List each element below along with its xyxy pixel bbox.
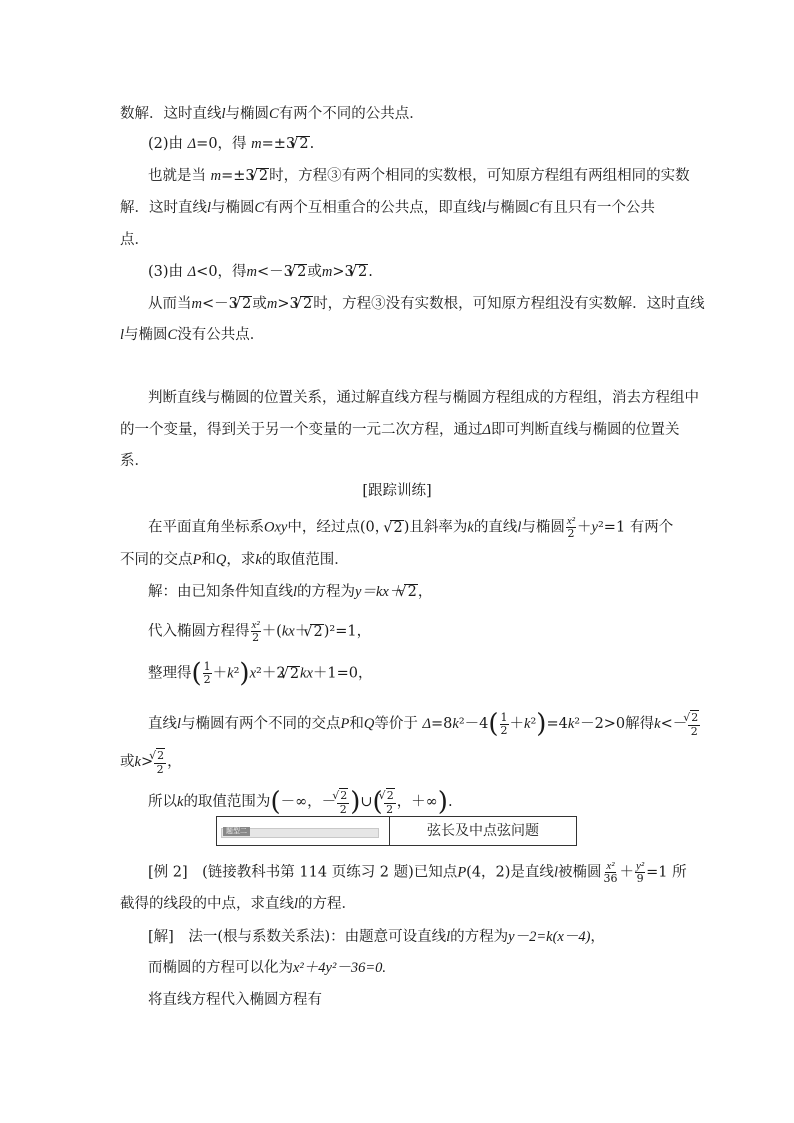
text: 中，经过点(0， [287,519,390,536]
var: P [340,716,350,732]
text: > [140,754,154,770]
var: l [481,200,486,216]
fraction [154,748,166,776]
var: m [251,136,262,152]
equation: x²＋4y²－36=0. [293,960,386,976]
numerator: x² [566,515,576,527]
denominator: 2 [690,725,698,738]
var: l [446,929,451,945]
text-line [120,894,356,914]
text: 和 [201,552,216,568]
text-line [148,958,386,978]
text: [解] 法一(根与系数关系法)：由题意可设直线 [148,929,447,945]
text: 与椭圆 [485,200,530,216]
text: 有且只有一个公共 [538,200,655,216]
text: 的取值范围． [261,552,349,568]
text: 时，方程③有两个相同的实数根，可知原方程组有两组相同的实数 [269,168,690,184]
left-paren: ( [372,787,383,817]
var: m [266,296,278,312]
var: l [207,200,212,216]
text: <0，得 [196,264,247,280]
text: )且斜率为 [403,519,468,536]
text: 的方程为 [450,929,509,945]
text: =4 [546,716,568,732]
text: 也就是当 [148,168,211,184]
text: 的一个变量，得到关于另一个变量的一元二次方程，通过 [120,422,483,438]
sqrt: √ 2 [390,520,403,535]
var: C [269,106,279,122]
var: k [524,716,531,732]
sqrt: √ 2 [156,748,165,763]
denominator: 9 [636,872,644,885]
text: . [309,136,315,152]
fraction [635,860,645,885]
text: =1 所 [646,864,687,881]
var: C [167,327,178,343]
text-line [148,927,605,947]
text: 或 [307,264,322,280]
var: k [227,665,234,682]
text: (4，2)是直线 [466,864,554,881]
right-paren: ) [239,658,250,689]
text: ＋ [577,519,592,536]
text: ， [590,929,605,945]
text: 有两个互相重合的公共点，即直线 [264,200,482,216]
text: 与椭圆有两个不同的交点 [181,716,341,732]
var: m [246,264,258,280]
sqrt: √ 2 [256,168,269,183]
text-line [148,582,432,602]
text: =0，得 [196,136,252,152]
text: 即可判断直线与椭圆的位置关 [491,422,680,438]
text-line [120,550,349,570]
text: 代入椭圆方程得 [148,623,250,640]
fraction [602,860,618,885]
text: 的取值范围为 [183,794,271,810]
denominator: 2 [339,803,347,816]
note-line: 判断直线与椭圆的位置关系，通过解直线方程与椭圆方程组成的方程组，消去方程组中 [148,390,699,406]
var: Δ [187,136,197,152]
text: ²=1 有两个 [597,519,674,536]
var: l [517,519,522,536]
banner-title: 弦长及中点弦问题 [427,823,539,839]
fraction [566,515,576,540]
numerator: x² [606,860,615,872]
text: ，求 [226,552,256,568]
text-line [148,658,373,689]
var: y [591,519,598,536]
left-paren: ( [488,709,499,739]
var: m [321,264,333,280]
text-line [148,710,701,738]
banner-tag [217,817,390,845]
text-line [120,198,655,218]
var: m [191,296,202,312]
var: C [529,200,539,216]
text: 有两个不同的公共点． [278,106,424,122]
text-line [148,619,371,644]
var: m [210,168,222,184]
sqrt: √ 2 [294,264,307,279]
denominator: 2 [567,527,575,540]
text: =±3 [221,168,255,184]
text: (3)由 [148,264,188,280]
equation: y－2=k(x－4) [508,929,591,945]
equation: y＝kx＋ [355,584,404,600]
text: 与椭圆 [124,327,168,343]
text: 解．这时直线 [120,200,207,216]
var: k [467,519,474,536]
text: ，＋∞ [396,794,438,810]
var: x [249,665,257,682]
text: ²－4 [458,716,489,732]
var: C [254,200,265,216]
banner-tag-label: 题型二 [223,827,250,836]
text: >3 [277,296,299,312]
text: 被椭圆 [557,864,602,881]
text: =8 [431,716,453,732]
text: 解：由已知条件知直线 [148,584,293,600]
sqrt: √ 2 [355,264,368,279]
text: 的方程． [298,896,357,912]
var: l [294,896,299,912]
text: <－3 [201,296,238,312]
denominator: 36 [603,872,618,885]
text: ＋ [212,665,228,682]
text: 的直线 [473,519,518,536]
right-paren: ) [437,787,448,817]
text: 的方程为 [297,584,356,600]
text: ＋ [509,716,525,732]
text-line [120,104,424,124]
text: ＋ [619,864,634,881]
text: <－ [660,716,688,732]
left-paren: ( [191,658,202,689]
sqrt: √ 2 [300,296,313,311]
sqrt: √ 2 [690,710,699,725]
note-line [120,420,680,440]
text-line: 点． [120,232,149,248]
sqrt: √ 2 [239,296,252,311]
text: >3 [332,264,354,280]
text: 在平面直角坐标系 [148,519,264,536]
right-paren: ) [536,709,547,739]
var: l [553,864,558,881]
var: P [192,552,202,568]
var: l [177,716,182,732]
text: 而椭圆的方程可以化为 [148,960,293,976]
text: ∪ [360,794,373,810]
var: l [221,106,226,122]
fraction [203,661,212,686]
var: k [255,552,262,568]
text: 与椭圆 [521,519,565,536]
numerator: 1 [500,710,508,724]
text: ²－2>0解得 [574,716,655,732]
fraction [500,712,509,737]
text: 或 [252,296,267,312]
text-line [148,262,373,282]
text-line [120,748,182,776]
var: Q [215,552,227,568]
var: Δ [187,264,197,280]
var: Δ [482,422,492,438]
text-line: 将直线方程代入椭圆方程有 [148,992,322,1008]
text: ² [233,665,240,682]
section-banner [216,816,577,846]
sqrt: √ 2 [310,624,323,639]
denominator: 2 [500,723,508,737]
text: 截得的线段的中点，求直线 [120,896,294,912]
var: Q [363,716,375,732]
text: 直线 [148,716,177,732]
text: ， [167,754,182,770]
text: ＋( [261,623,282,640]
denominator: 2 [386,803,394,816]
var: k [177,794,184,810]
sqrt: √ 2 [404,584,417,599]
text: ＋1=0， [312,665,373,682]
var: kx [300,665,313,682]
text: 等价于 [374,716,423,732]
text-line [148,788,453,816]
var: k [452,716,459,732]
text: 和 [349,716,364,732]
var: k [567,716,575,732]
text: 从而当 [148,296,192,312]
text: 不同的交点 [120,552,193,568]
text: 与椭圆 [211,200,255,216]
var: k [654,716,661,732]
var: Δ [422,716,431,732]
text: =±3 [261,136,296,152]
text: 没有公共点． [177,327,265,343]
var: P [457,864,467,881]
denominator: 2 [252,631,260,644]
denominator: 2 [156,763,164,776]
text: 与椭圆 [225,106,270,122]
text: 数解．这时直线 [120,106,222,122]
var: kx [281,623,295,640]
text: 时，方程③没有实数根，可知原方程组没有实数解．这时直线 [313,296,705,312]
numerator: 1 [203,660,211,673]
text-line [148,515,673,540]
var: l [293,584,298,600]
sqrt: √ 2 [386,788,395,803]
section-heading: [跟踪训练] [362,483,432,499]
text: 所以 [148,794,177,810]
text: <－3 [257,264,293,280]
text: －∞，－ [280,794,337,810]
numerator: y² [635,860,645,872]
sqrt: √ 2 [296,136,309,151]
text: . [447,794,453,810]
denominator: 2 [203,673,211,686]
left-paren: ( [270,787,281,817]
text: ² [530,716,537,732]
text: ， [417,584,433,600]
text: ＋ [294,623,310,640]
text-line [148,860,687,885]
text: 或 [120,754,135,770]
var: k [134,754,141,770]
text: (2)由 [148,136,188,152]
text-line [148,294,705,314]
var: l [120,327,125,343]
var: Oxy [264,519,288,536]
text: 整理得 [148,665,192,682]
text: [例 2] (链接教科书第 114 页练习 2 题)已知点 [148,864,458,881]
right-paren: ) [350,787,361,817]
sqrt: √ 2 [339,788,348,803]
fraction [384,788,396,816]
text-line [148,166,690,186]
sqrt: √ 2 [287,666,300,681]
text: . [368,264,373,280]
fraction [337,788,349,816]
text-line [120,325,264,345]
text: ²＋2 [256,665,286,682]
numerator: x² [251,619,260,631]
fraction [688,710,700,738]
text: )²=1， [323,623,372,640]
fraction [251,619,261,644]
note-line: 系． [120,453,149,469]
text-line [148,134,314,154]
